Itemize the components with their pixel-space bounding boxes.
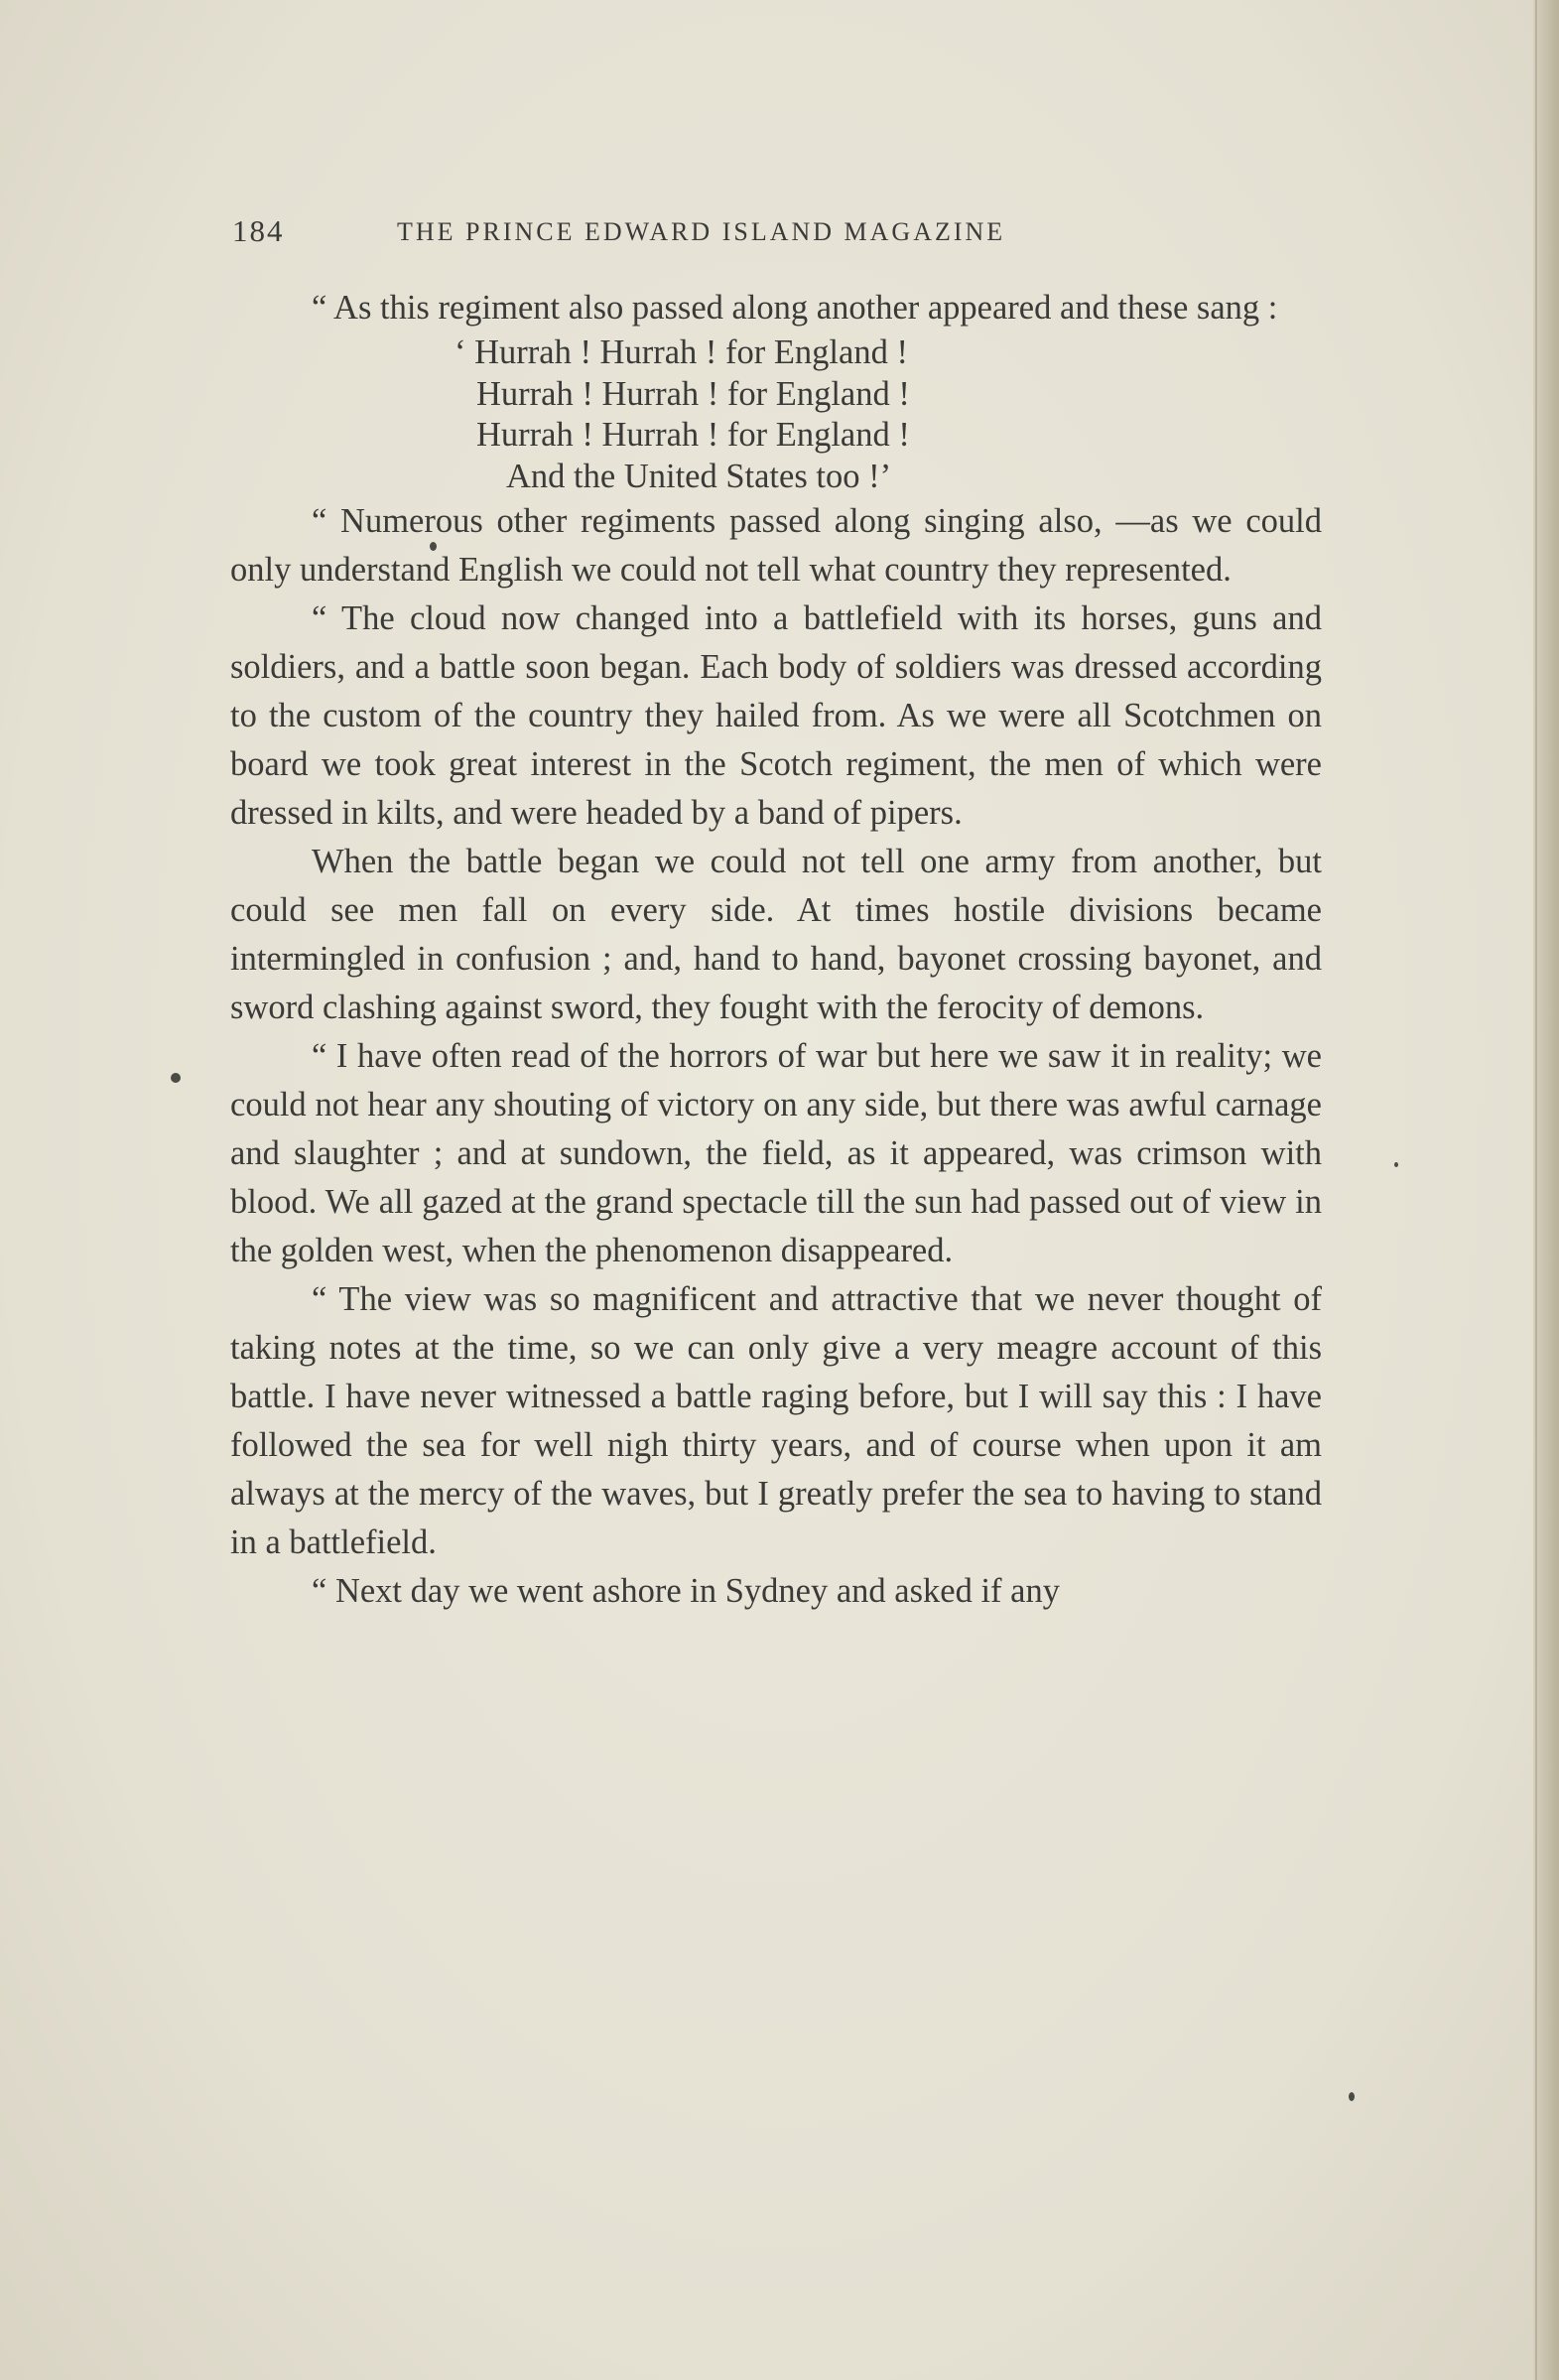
paragraph-5: “ I have often read of the horrors of war but here we saw it in reality; we could not hear any shouting of victory on any side, but there was awful carnage and slaughter ; and at sundown, the field, as it appeared, was crimson with blood. We all gazed at the grand spectacle till the sun had passed out of view in the golden west, when the phenomenon disappeared. — [230, 1037, 1322, 1269]
page-edge-line — [1535, 0, 1537, 2380]
paragraph-2: “ Numerous other regiments passed along singing also, —as we could only understand English we could not tell what country they represented. — [230, 502, 1322, 589]
ink-speck — [430, 542, 437, 551]
verse-line-3: Hurrah ! Hurrah ! for England ! — [476, 416, 910, 454]
page-number: 184 — [232, 213, 285, 248]
body-text — [230, 284, 1322, 1616]
ink-speck — [171, 1073, 181, 1083]
verse-block — [455, 332, 1322, 497]
paragraph-3: “ The cloud now changed into a battlefield with its horses, guns and soldiers, and a battle soon began. Each body of soldiers was dressed according to the custom of the country they hailed from. As we were all Scotchmen on board we took great interest in the Scotch regiment, the men of which were dressed in kilts, and were headed by a band of pipers. — [230, 599, 1322, 832]
verse-line-1: ‘ Hurrah ! Hurrah ! for England ! — [455, 333, 908, 371]
running-title: THE PRINCE EDWARD ISLAND MAGAZINE — [397, 217, 1006, 246]
verse-line-2: Hurrah ! Hurrah ! for England ! — [476, 374, 910, 413]
ink-speck — [1394, 1162, 1398, 1167]
ink-speck — [1349, 2092, 1355, 2101]
page-header — [232, 213, 1185, 263]
paragraph-4: When the battle began we could not tell one army from another, but could see men fall on every side. At times hostile divisions became intermingled in confusion ; and, hand to hand, bayonet crossing bayonet, and sword clashing against sword, they fought with the ferocity of demons. — [230, 843, 1322, 1026]
verse-line-4: And the United States too !’ — [506, 457, 892, 495]
paragraph-7: “ Next day we went ashore in Sydney and asked if any — [312, 1572, 1060, 1610]
paragraph-6: “ The view was so magnificent and attractive that we never thought of taking notes at the time, so we can only give a very meagre account of this battle. I have never witnessed a battle raging before, but I will say this : I have followed the sea for well nigh thirty years, and of course when upon it am always at the mercy of the waves, but I greatly prefer the sea to having to stand in a battlefield. — [230, 1280, 1322, 1561]
paragraph-1: “ As this regiment also passed along another appeared and these sang : — [312, 289, 1278, 327]
